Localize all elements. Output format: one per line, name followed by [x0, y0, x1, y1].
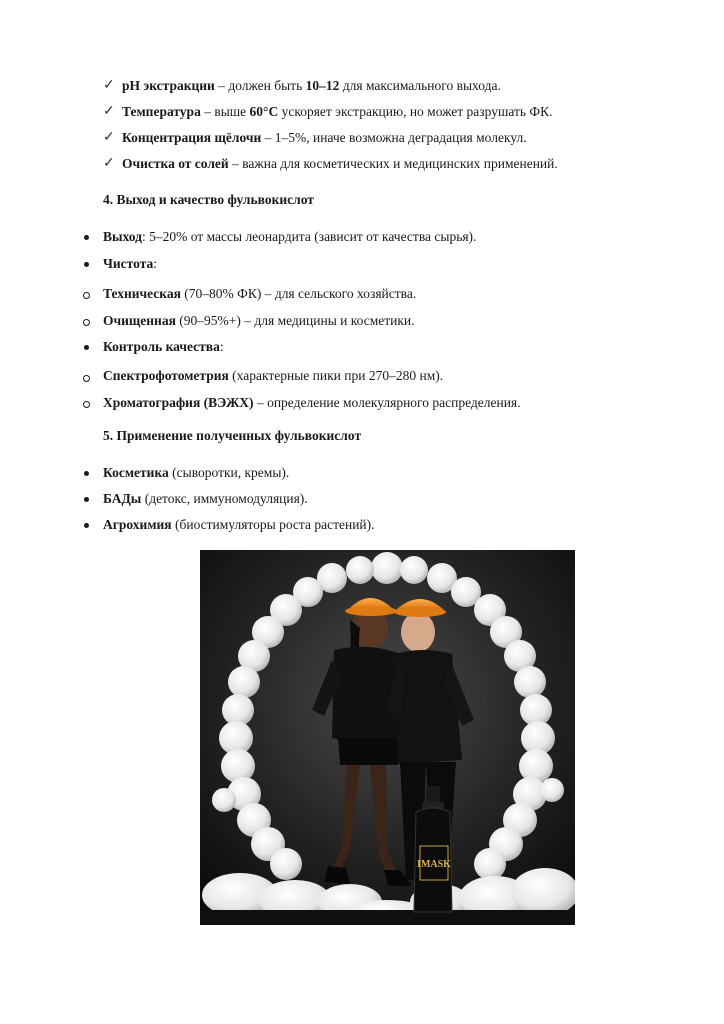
- sub-bullet-icon: [83, 292, 90, 299]
- check-icon: ✓: [103, 130, 115, 145]
- item-text: (детокс, иммуномодуляция).: [141, 491, 308, 506]
- check-item-temperature: [122, 103, 552, 121]
- item-text: :: [153, 256, 158, 271]
- check-icon: ✓: [103, 156, 115, 171]
- list-item-agrochemistry: [103, 516, 375, 534]
- bullet-icon: [84, 471, 89, 476]
- check-item-text: ускоряет экстракцию, но может разрушать ФК.: [278, 104, 553, 119]
- check-item-desalting: [122, 155, 558, 173]
- item-text: (90–95%+) – для медицины и косметики.: [175, 313, 415, 328]
- sub-item-technical: [103, 285, 416, 303]
- item-text: : 5–20% от массы леонардита (зависит от качества сырья).: [141, 229, 477, 244]
- item-label: Косметика: [103, 465, 169, 480]
- bullet-icon: [84, 235, 89, 240]
- check-item-text: – важна для косметических и медицинских применений.: [228, 156, 558, 171]
- item-text: :: [219, 339, 224, 354]
- item-text: (характерные пики при 270–280 нм).: [228, 368, 444, 383]
- check-item-text: для максимального выхода.: [339, 78, 501, 93]
- sub-item-spectro: [103, 367, 443, 385]
- bullet-icon: [84, 262, 89, 267]
- check-item-ph: [122, 77, 501, 95]
- check-item-value: 60°C: [249, 104, 279, 119]
- item-text: (биостимуляторы роста растений).: [171, 517, 375, 532]
- floor: [200, 910, 575, 925]
- item-label: Выход: [103, 229, 142, 244]
- check-item-text: – должен быть: [214, 78, 306, 93]
- list-item-quality-control: [103, 338, 224, 356]
- check-item-concentration: [122, 129, 527, 147]
- item-text: (сыворотки, кремы).: [168, 465, 290, 480]
- list-item-purity: [103, 255, 157, 273]
- section-5-heading: 5. Применение полученных фульвокислот: [103, 428, 362, 443]
- item-label: Техническая: [103, 286, 181, 301]
- check-item-text: – выше: [200, 104, 250, 119]
- item-label: Агрохимия: [103, 517, 172, 532]
- check-item-text: – 1–5%, иначе возможна деградация молекул.: [261, 130, 527, 145]
- item-text: (70–80% ФК) – для сельского хозяйства.: [180, 286, 417, 301]
- list-item-cosmetics: [103, 464, 289, 482]
- sub-item-chromatography: [103, 394, 521, 412]
- bottle-label: IMASK: [417, 859, 451, 870]
- section-4-heading: 4. Выход и качество фульвокислот: [103, 192, 314, 207]
- illustration: [200, 550, 575, 925]
- check-icon: ✓: [103, 104, 115, 119]
- check-icon: ✓: [103, 78, 115, 93]
- item-label: Очищенная: [103, 313, 176, 328]
- check-item-label: pH экстракции: [122, 78, 215, 93]
- item-label: Спектрофотометрия: [103, 368, 229, 383]
- item-label: Чистота: [103, 256, 154, 271]
- check-item-label: Концентрация щёлочи: [122, 130, 262, 145]
- sub-bullet-icon: [83, 319, 90, 326]
- check-item-label: Температура: [122, 104, 201, 119]
- sub-bullet-icon: [83, 375, 90, 382]
- bullet-icon: [84, 345, 89, 350]
- sub-item-purified: [103, 312, 415, 330]
- item-label: БАДы: [103, 491, 142, 506]
- bullet-icon: [84, 497, 89, 502]
- list-item-supplements: [103, 490, 308, 508]
- bullet-icon: [84, 523, 89, 528]
- check-item-value: 10–12: [305, 78, 340, 93]
- item-text: – определение молекулярного распределения.: [253, 395, 521, 410]
- check-item-label: Очистка от солей: [122, 156, 229, 171]
- sub-bullet-icon: [83, 401, 90, 408]
- item-label: Хроматография (ВЭЖХ): [103, 395, 254, 410]
- item-label: Контроль качества: [103, 339, 220, 354]
- list-item-yield: [103, 228, 476, 246]
- illustration-svg: [200, 550, 575, 925]
